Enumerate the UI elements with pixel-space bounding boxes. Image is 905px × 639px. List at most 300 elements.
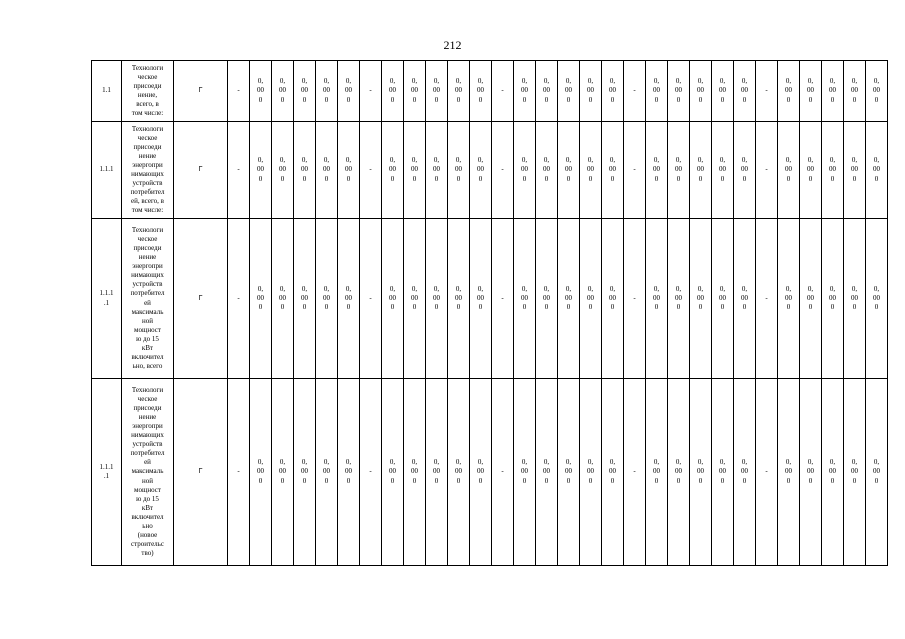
table-row bbox=[92, 219, 888, 379]
value-cell bbox=[470, 379, 492, 566]
value-cell bbox=[844, 61, 866, 122]
value-text: 00 bbox=[543, 86, 550, 95]
value-text: 0 bbox=[544, 476, 549, 485]
value-text: 0 bbox=[302, 174, 307, 183]
value-cell bbox=[536, 122, 558, 219]
value-text: 00 bbox=[477, 86, 484, 95]
value-text: 00 bbox=[543, 467, 550, 476]
value-text: 0 bbox=[456, 303, 461, 312]
value-cell bbox=[712, 219, 734, 379]
value-text: 0 bbox=[522, 303, 527, 312]
value-text: 0, bbox=[719, 77, 726, 86]
value-cell bbox=[558, 122, 580, 219]
value-cell bbox=[404, 379, 426, 566]
value-cell bbox=[294, 379, 316, 566]
value-text: 00 bbox=[455, 165, 462, 174]
value-text: 00 bbox=[807, 293, 814, 302]
row-name-text: ческое bbox=[137, 234, 158, 243]
value-text: 0, bbox=[675, 458, 682, 467]
value-text: 00 bbox=[587, 86, 594, 95]
value-text: 0, bbox=[653, 458, 660, 467]
value-cell bbox=[866, 61, 888, 122]
value-text: 0, bbox=[873, 77, 880, 86]
value-cell bbox=[822, 219, 844, 379]
value-cell bbox=[382, 219, 404, 379]
value-text: 0 bbox=[390, 95, 395, 104]
value-text: 00 bbox=[301, 86, 308, 95]
value-cell bbox=[470, 122, 492, 219]
value-text: 0 bbox=[346, 174, 351, 183]
value-text: 0 bbox=[390, 476, 395, 485]
value-cell bbox=[316, 219, 338, 379]
value-text: 00 bbox=[279, 165, 286, 174]
value-text: 0, bbox=[741, 77, 748, 86]
value-cell bbox=[272, 61, 294, 122]
value-text: 0 bbox=[808, 174, 813, 183]
value-text: 0, bbox=[587, 156, 594, 165]
value-cell bbox=[250, 122, 272, 219]
value-text: 0, bbox=[257, 156, 264, 165]
row-number-text: .1 bbox=[103, 472, 110, 480]
value-cell bbox=[558, 379, 580, 566]
value-text: 0, bbox=[433, 284, 440, 293]
value-text: 00 bbox=[345, 293, 352, 302]
dash-cell: - bbox=[492, 122, 514, 219]
table-row bbox=[92, 122, 888, 219]
value-cell bbox=[646, 219, 668, 379]
value-text: 0 bbox=[852, 476, 857, 485]
row-name-text: устройств bbox=[132, 179, 163, 188]
value-text: 0, bbox=[301, 284, 308, 293]
value-cell bbox=[404, 122, 426, 219]
value-text: 0, bbox=[587, 284, 594, 293]
row-name-text: ей bbox=[144, 298, 151, 307]
value-text: 00 bbox=[323, 467, 330, 476]
value-text: 0 bbox=[676, 476, 681, 485]
value-cell bbox=[272, 379, 294, 566]
value-text: 0, bbox=[279, 458, 286, 467]
value-text: 00 bbox=[587, 293, 594, 302]
value-text: 0 bbox=[280, 303, 285, 312]
value-text: 0, bbox=[521, 156, 528, 165]
value-text: 0 bbox=[478, 303, 483, 312]
value-text: 0, bbox=[741, 156, 748, 165]
value-text: 00 bbox=[477, 293, 484, 302]
value-text: 0 bbox=[478, 95, 483, 104]
value-text: 0, bbox=[543, 77, 550, 86]
row-number-cell bbox=[92, 61, 122, 122]
value-cell bbox=[558, 61, 580, 122]
value-text: 00 bbox=[301, 165, 308, 174]
dash-cell: - bbox=[492, 219, 514, 379]
value-cell bbox=[866, 122, 888, 219]
value-text: 0 bbox=[522, 95, 527, 104]
row-name-text: потребител bbox=[130, 188, 165, 197]
value-text: 0 bbox=[434, 174, 439, 183]
value-text: 0, bbox=[279, 77, 286, 86]
row-name-text: ческое bbox=[137, 133, 158, 142]
dash-cell: - bbox=[360, 379, 382, 566]
value-cell bbox=[646, 379, 668, 566]
dash-cell: - bbox=[228, 122, 250, 219]
value-cell bbox=[646, 122, 668, 219]
value-text: 00 bbox=[455, 293, 462, 302]
unit-cell: Г bbox=[174, 219, 228, 379]
value-text: 0, bbox=[719, 156, 726, 165]
value-text: 0, bbox=[345, 458, 352, 467]
value-text: 00 bbox=[697, 165, 704, 174]
row-name-text: мощност bbox=[134, 485, 161, 494]
value-cell bbox=[272, 219, 294, 379]
row-name-text: присоеди bbox=[133, 243, 162, 252]
value-cell bbox=[426, 61, 448, 122]
row-name-text: Технологи bbox=[131, 225, 164, 234]
value-text: 0, bbox=[785, 77, 792, 86]
value-cell bbox=[316, 61, 338, 122]
value-text: 0, bbox=[609, 156, 616, 165]
value-text: 00 bbox=[279, 467, 286, 476]
row-name-text: ю до 15 bbox=[136, 494, 159, 503]
value-text: 00 bbox=[829, 293, 836, 302]
value-text: 00 bbox=[543, 293, 550, 302]
row-name-text: ческое bbox=[137, 72, 158, 81]
page-number: 212 bbox=[443, 38, 462, 52]
value-cell bbox=[536, 219, 558, 379]
value-text: 0 bbox=[258, 303, 263, 312]
row-name-text: ной bbox=[142, 316, 153, 325]
row-name-text: энергопри bbox=[132, 262, 163, 271]
dash-cell: - bbox=[492, 379, 514, 566]
value-text: 00 bbox=[807, 86, 814, 95]
value-text: 0, bbox=[653, 77, 660, 86]
value-text: 0, bbox=[411, 77, 418, 86]
value-text: 0, bbox=[543, 156, 550, 165]
dash-cell: - bbox=[360, 122, 382, 219]
value-text: 0, bbox=[477, 156, 484, 165]
value-cell bbox=[668, 122, 690, 219]
row-name-text: нение bbox=[138, 253, 157, 262]
value-cell bbox=[404, 219, 426, 379]
value-text: 00 bbox=[719, 467, 726, 476]
value-text: 00 bbox=[675, 165, 682, 174]
value-text: 00 bbox=[323, 86, 330, 95]
value-text: 0 bbox=[566, 174, 571, 183]
value-text: 00 bbox=[257, 86, 264, 95]
value-text: 0 bbox=[478, 174, 483, 183]
value-cell bbox=[316, 122, 338, 219]
value-text: 00 bbox=[785, 165, 792, 174]
row-name-text: присоеди bbox=[133, 81, 162, 90]
value-cell bbox=[822, 379, 844, 566]
value-text: 0, bbox=[543, 458, 550, 467]
value-text: 0 bbox=[434, 303, 439, 312]
value-text: 00 bbox=[785, 467, 792, 476]
value-text: 00 bbox=[675, 467, 682, 476]
value-text: 00 bbox=[785, 86, 792, 95]
value-text: 0 bbox=[434, 95, 439, 104]
row-number-text: 1.1 bbox=[102, 86, 111, 95]
value-text: 00 bbox=[411, 467, 418, 476]
value-text: 00 bbox=[433, 165, 440, 174]
row-name-text: присоеди bbox=[133, 403, 162, 412]
value-cell bbox=[734, 219, 756, 379]
row-name-text: том числе: bbox=[131, 206, 164, 215]
value-cell bbox=[448, 379, 470, 566]
value-cell bbox=[690, 122, 712, 219]
value-text: 0 bbox=[346, 303, 351, 312]
value-text: 0 bbox=[302, 476, 307, 485]
table-row bbox=[92, 61, 888, 122]
value-text: 0, bbox=[389, 458, 396, 467]
value-text: 00 bbox=[587, 467, 594, 476]
value-cell bbox=[778, 122, 800, 219]
value-text: 0, bbox=[257, 458, 264, 467]
row-number-text: .1 bbox=[103, 298, 110, 307]
value-text: 0, bbox=[411, 156, 418, 165]
value-cell bbox=[822, 61, 844, 122]
row-name-text: ческое bbox=[137, 394, 158, 403]
value-cell bbox=[778, 61, 800, 122]
value-cell bbox=[778, 379, 800, 566]
row-name-text: кВт bbox=[141, 343, 154, 352]
value-cell bbox=[668, 61, 690, 122]
value-text: 00 bbox=[697, 467, 704, 476]
value-cell bbox=[602, 219, 624, 379]
dash-cell: - bbox=[492, 61, 514, 122]
value-text: 0 bbox=[852, 303, 857, 312]
table-row bbox=[92, 379, 888, 566]
value-text: 00 bbox=[345, 165, 352, 174]
row-name-text: кВт bbox=[141, 503, 154, 512]
row-name-text: мощност bbox=[134, 325, 161, 334]
value-text: 0 bbox=[786, 303, 791, 312]
value-text: 0 bbox=[412, 174, 417, 183]
value-text: 00 bbox=[697, 86, 704, 95]
value-text: 00 bbox=[565, 467, 572, 476]
value-text: 0, bbox=[851, 77, 858, 86]
value-text: 0, bbox=[829, 284, 836, 293]
value-text: 0, bbox=[521, 458, 528, 467]
value-text: 0 bbox=[720, 95, 725, 104]
value-text: 00 bbox=[257, 467, 264, 476]
value-text: 0 bbox=[544, 174, 549, 183]
value-text: 0, bbox=[587, 458, 594, 467]
value-text: 0 bbox=[830, 303, 835, 312]
value-text: 00 bbox=[565, 293, 572, 302]
value-cell bbox=[690, 61, 712, 122]
row-name-text: Технологи bbox=[131, 124, 164, 133]
row-number-cell bbox=[92, 379, 122, 566]
value-text: 0, bbox=[345, 156, 352, 165]
value-text: 0 bbox=[434, 476, 439, 485]
value-text: 0 bbox=[610, 303, 615, 312]
value-text: 0, bbox=[565, 284, 572, 293]
value-cell bbox=[580, 122, 602, 219]
row-name-text: нение, bbox=[137, 91, 158, 99]
value-text: 0 bbox=[302, 95, 307, 104]
value-text: 00 bbox=[455, 467, 462, 476]
value-cell bbox=[734, 379, 756, 566]
value-cell bbox=[580, 61, 602, 122]
value-text: 0, bbox=[807, 284, 814, 293]
value-cell bbox=[272, 122, 294, 219]
value-cell bbox=[646, 61, 668, 122]
value-text: 0, bbox=[719, 458, 726, 467]
row-name-text: потребител bbox=[130, 449, 165, 458]
value-text: 0 bbox=[720, 174, 725, 183]
row-name-text: присоеди bbox=[133, 142, 162, 151]
value-cell bbox=[800, 219, 822, 379]
value-text: 0, bbox=[301, 77, 308, 86]
value-cell bbox=[844, 219, 866, 379]
value-cell bbox=[536, 61, 558, 122]
value-text: 00 bbox=[829, 86, 836, 95]
value-text: 0 bbox=[786, 174, 791, 183]
value-text: 0, bbox=[807, 156, 814, 165]
value-text: 0, bbox=[279, 156, 286, 165]
value-text: 00 bbox=[609, 293, 616, 302]
value-cell bbox=[800, 122, 822, 219]
value-cell bbox=[580, 379, 602, 566]
dash-cell: - bbox=[624, 219, 646, 379]
value-cell bbox=[470, 61, 492, 122]
value-text: 00 bbox=[741, 293, 748, 302]
value-text: 0 bbox=[412, 476, 417, 485]
row-name-text: нение bbox=[138, 151, 157, 160]
value-text: 00 bbox=[279, 293, 286, 302]
value-text: 0 bbox=[412, 95, 417, 104]
value-text: 0 bbox=[280, 95, 285, 104]
value-cell bbox=[734, 122, 756, 219]
value-text: 0 bbox=[302, 303, 307, 312]
unit-cell: Г bbox=[174, 61, 228, 122]
value-cell bbox=[690, 379, 712, 566]
value-text: 00 bbox=[345, 86, 352, 95]
value-cell bbox=[800, 379, 822, 566]
value-cell bbox=[514, 379, 536, 566]
value-text: 0, bbox=[609, 284, 616, 293]
value-text: 0, bbox=[609, 77, 616, 86]
value-text: 0, bbox=[697, 458, 704, 467]
value-text: 0, bbox=[565, 156, 572, 165]
value-text: 0, bbox=[323, 156, 330, 165]
value-cell bbox=[448, 219, 470, 379]
value-text: 0 bbox=[830, 476, 835, 485]
row-number-cell bbox=[92, 122, 122, 219]
dash-cell: - bbox=[228, 379, 250, 566]
value-text: 0, bbox=[587, 77, 594, 86]
value-text: 00 bbox=[279, 86, 286, 95]
value-text: 0 bbox=[610, 476, 615, 485]
value-text: 00 bbox=[345, 467, 352, 476]
value-cell bbox=[382, 122, 404, 219]
value-text: 0 bbox=[588, 476, 593, 485]
value-text: 0, bbox=[433, 458, 440, 467]
value-text: 00 bbox=[719, 86, 726, 95]
value-text: 0, bbox=[829, 77, 836, 86]
row-name-text: ю до 15 bbox=[136, 334, 159, 343]
value-text: 0 bbox=[522, 476, 527, 485]
value-text: 0 bbox=[852, 174, 857, 183]
value-text: 0 bbox=[874, 476, 879, 485]
value-text: 0 bbox=[324, 476, 329, 485]
value-text: 0, bbox=[741, 458, 748, 467]
value-cell bbox=[338, 379, 360, 566]
value-text: 00 bbox=[873, 467, 880, 476]
value-text: 0 bbox=[654, 174, 659, 183]
value-text: 0, bbox=[345, 284, 352, 293]
row-number-text: 1.1.1 bbox=[99, 462, 114, 471]
value-text: 0, bbox=[565, 458, 572, 467]
dash-cell: - bbox=[228, 219, 250, 379]
value-text: 0 bbox=[654, 95, 659, 104]
investment-table bbox=[91, 60, 888, 566]
value-text: 0 bbox=[346, 476, 351, 485]
row-name-text: энергопри bbox=[132, 421, 163, 430]
value-text: 0 bbox=[742, 476, 747, 485]
row-name-text: включител bbox=[131, 353, 164, 362]
value-text: 00 bbox=[851, 293, 858, 302]
value-text: 00 bbox=[873, 165, 880, 174]
value-cell bbox=[602, 61, 624, 122]
value-text: 0 bbox=[654, 303, 659, 312]
value-text: 0, bbox=[785, 458, 792, 467]
value-text: 0, bbox=[257, 77, 264, 86]
value-text: 0 bbox=[258, 174, 263, 183]
value-text: 0 bbox=[698, 174, 703, 183]
dash-cell: - bbox=[756, 219, 778, 379]
value-cell bbox=[844, 379, 866, 566]
value-cell bbox=[382, 61, 404, 122]
row-name-cell bbox=[122, 219, 174, 379]
value-cell bbox=[602, 379, 624, 566]
value-cell bbox=[426, 219, 448, 379]
value-text: 00 bbox=[389, 467, 396, 476]
dash-cell: - bbox=[228, 61, 250, 122]
value-text: 00 bbox=[521, 293, 528, 302]
value-text: 0 bbox=[280, 476, 285, 485]
value-cell bbox=[294, 219, 316, 379]
value-text: 00 bbox=[477, 467, 484, 476]
value-text: 0, bbox=[785, 156, 792, 165]
value-text: 00 bbox=[807, 467, 814, 476]
value-text: 0 bbox=[742, 95, 747, 104]
value-text: 0, bbox=[565, 77, 572, 86]
value-text: 0, bbox=[477, 284, 484, 293]
value-text: 0 bbox=[258, 95, 263, 104]
value-text: 00 bbox=[543, 165, 550, 174]
value-cell bbox=[316, 379, 338, 566]
row-name-text: ей, всего, в bbox=[131, 197, 164, 206]
value-text: 00 bbox=[851, 467, 858, 476]
row-name-text: максималь bbox=[131, 307, 164, 316]
value-cell bbox=[514, 61, 536, 122]
value-cell bbox=[866, 219, 888, 379]
value-text: 00 bbox=[411, 165, 418, 174]
value-text: 0, bbox=[389, 77, 396, 86]
value-text: 0, bbox=[543, 284, 550, 293]
value-text: 0 bbox=[390, 303, 395, 312]
value-text: 00 bbox=[785, 293, 792, 302]
value-cell bbox=[602, 122, 624, 219]
value-text: 00 bbox=[455, 86, 462, 95]
row-name-cell bbox=[122, 379, 174, 566]
value-text: 00 bbox=[609, 165, 616, 174]
value-text: 0 bbox=[324, 95, 329, 104]
row-name-cell bbox=[122, 61, 174, 122]
value-text: 0, bbox=[455, 156, 462, 165]
value-text: 0, bbox=[323, 284, 330, 293]
